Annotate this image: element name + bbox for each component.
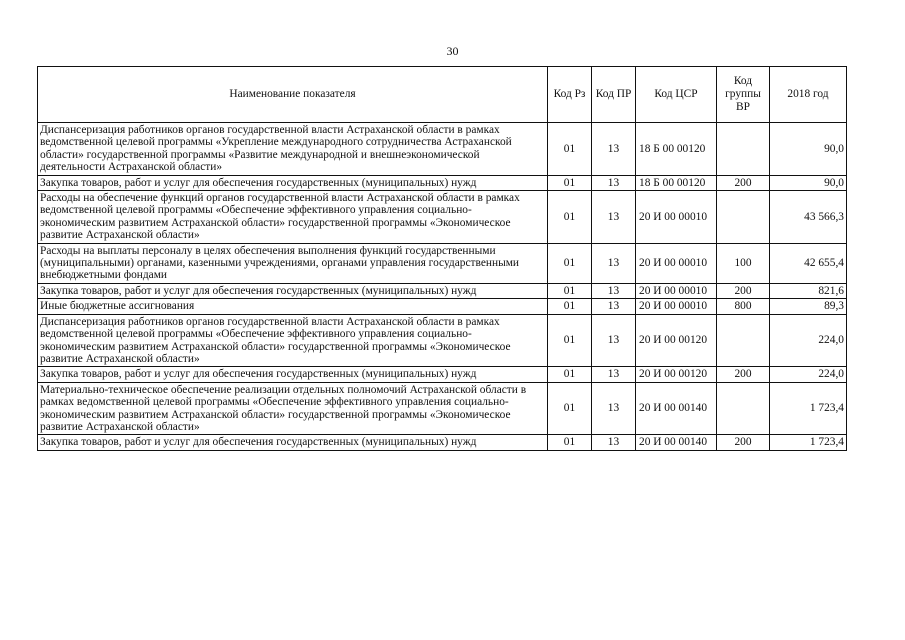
row-vr: 200 [717,283,770,298]
header-vr: Код группы ВР [717,67,770,123]
row-name: Расходы на выплаты персоналу в целях обеспечения выполнения функций государственными (муниципальными) органами, казенными учреждениями, органами управления государственными внебюджетными фондами [38,243,548,283]
row-name: Диспансеризация работников органов государственной власти Астраханской области в рамках ведомственной целевой программы «Укрепление международного сотрудничества Астраханской области» государственной программы «Развитие международной и внешнеэкономической деятельности Астраханской области» [38,123,548,176]
row-name: Закупка товаров, работ и услуг для обеспечения государственных (муниципальных) нужд [38,283,548,298]
row-name: Иные бюджетные ассигнования [38,299,548,314]
row-pr: 13 [592,435,636,450]
row-value: 224,0 [770,367,847,382]
table-row [38,382,847,435]
row-name: Закупка товаров, работ и услуг для обеспечения государственных (муниципальных) нужд [38,175,548,190]
table-row [38,283,847,298]
row-rz: 01 [548,243,592,283]
row-pr: 13 [592,175,636,190]
row-csr: 20 И 00 00010 [636,299,717,314]
table-row [38,243,847,283]
table-row [38,175,847,190]
row-vr: 200 [717,175,770,190]
row-pr: 13 [592,367,636,382]
row-csr: 20 И 00 00010 [636,243,717,283]
row-name: Закупка товаров, работ и услуг для обеспечения государственных (муниципальных) нужд [38,367,548,382]
row-csr: 20 И 00 00120 [636,367,717,382]
row-pr: 13 [592,382,636,435]
row-pr: 13 [592,299,636,314]
header-pr: Код ПР [592,67,636,123]
row-csr: 18 Б 00 00120 [636,123,717,176]
row-rz: 01 [548,435,592,450]
row-value: 1 723,4 [770,435,847,450]
budget-table [37,66,847,451]
row-csr: 20 И 00 00140 [636,435,717,450]
row-vr [717,123,770,176]
table-row [38,314,847,367]
row-vr [717,314,770,367]
row-rz: 01 [548,299,592,314]
row-vr: 800 [717,299,770,314]
row-value: 89,3 [770,299,847,314]
row-rz: 01 [548,382,592,435]
row-name: Диспансеризация работников органов государственной власти Астраханской области в рамках ведомственной целевой программы «Обеспечение эффективного управления социально-экономическим развитием Астраханской области» государственной программы «Экономическое развитие Астраханской области» [38,314,548,367]
row-pr: 13 [592,123,636,176]
row-rz: 01 [548,191,592,244]
row-vr: 200 [717,367,770,382]
table-row [38,123,847,176]
header-year: 2018 год [770,67,847,123]
row-value: 42 655,4 [770,243,847,283]
header-csr: Код ЦСР [636,67,717,123]
table-row [38,367,847,382]
row-rz: 01 [548,367,592,382]
table-header-row [38,67,847,123]
row-pr: 13 [592,283,636,298]
row-name: Материально-техническое обеспечение реализации отдельных полномочий Астраханской области в рамках ведомственной целевой программы «Обеспечение эффективного управления социально-экономическим развитием Астраханской области» государственной программы «Экономическое развитие Астраханской области» [38,382,548,435]
table-row [38,191,847,244]
row-rz: 01 [548,123,592,176]
row-pr: 13 [592,243,636,283]
row-pr: 13 [592,191,636,244]
row-value: 90,0 [770,123,847,176]
row-csr: 20 И 00 00010 [636,191,717,244]
row-value: 43 566,3 [770,191,847,244]
row-value: 224,0 [770,314,847,367]
row-csr: 20 И 00 00010 [636,283,717,298]
row-rz: 01 [548,175,592,190]
row-vr: 200 [717,435,770,450]
table-row [38,435,847,450]
row-vr: 100 [717,243,770,283]
row-name: Закупка товаров, работ и услуг для обеспечения государственных (муниципальных) нужд [38,435,548,450]
header-name: Наименование показателя [38,67,548,123]
row-value: 90,0 [770,175,847,190]
header-rz: Код Рз [548,67,592,123]
row-pr: 13 [592,314,636,367]
row-rz: 01 [548,283,592,298]
row-vr [717,191,770,244]
row-csr: 20 И 00 00140 [636,382,717,435]
row-value: 821,6 [770,283,847,298]
page-number: 30 [446,44,459,58]
row-vr [717,382,770,435]
row-value: 1 723,4 [770,382,847,435]
table-row [38,299,847,314]
row-name: Расходы на обеспечение функций органов государственной власти Астраханской области в рамках ведомственной целевой программы «Обеспечение эффективного управления социально-экономическим развитием Астраханской области» государственной программы «Экономическое развитие Астраханской области» [38,191,548,244]
row-csr: 20 И 00 00120 [636,314,717,367]
row-rz: 01 [548,314,592,367]
row-csr: 18 Б 00 00120 [636,175,717,190]
